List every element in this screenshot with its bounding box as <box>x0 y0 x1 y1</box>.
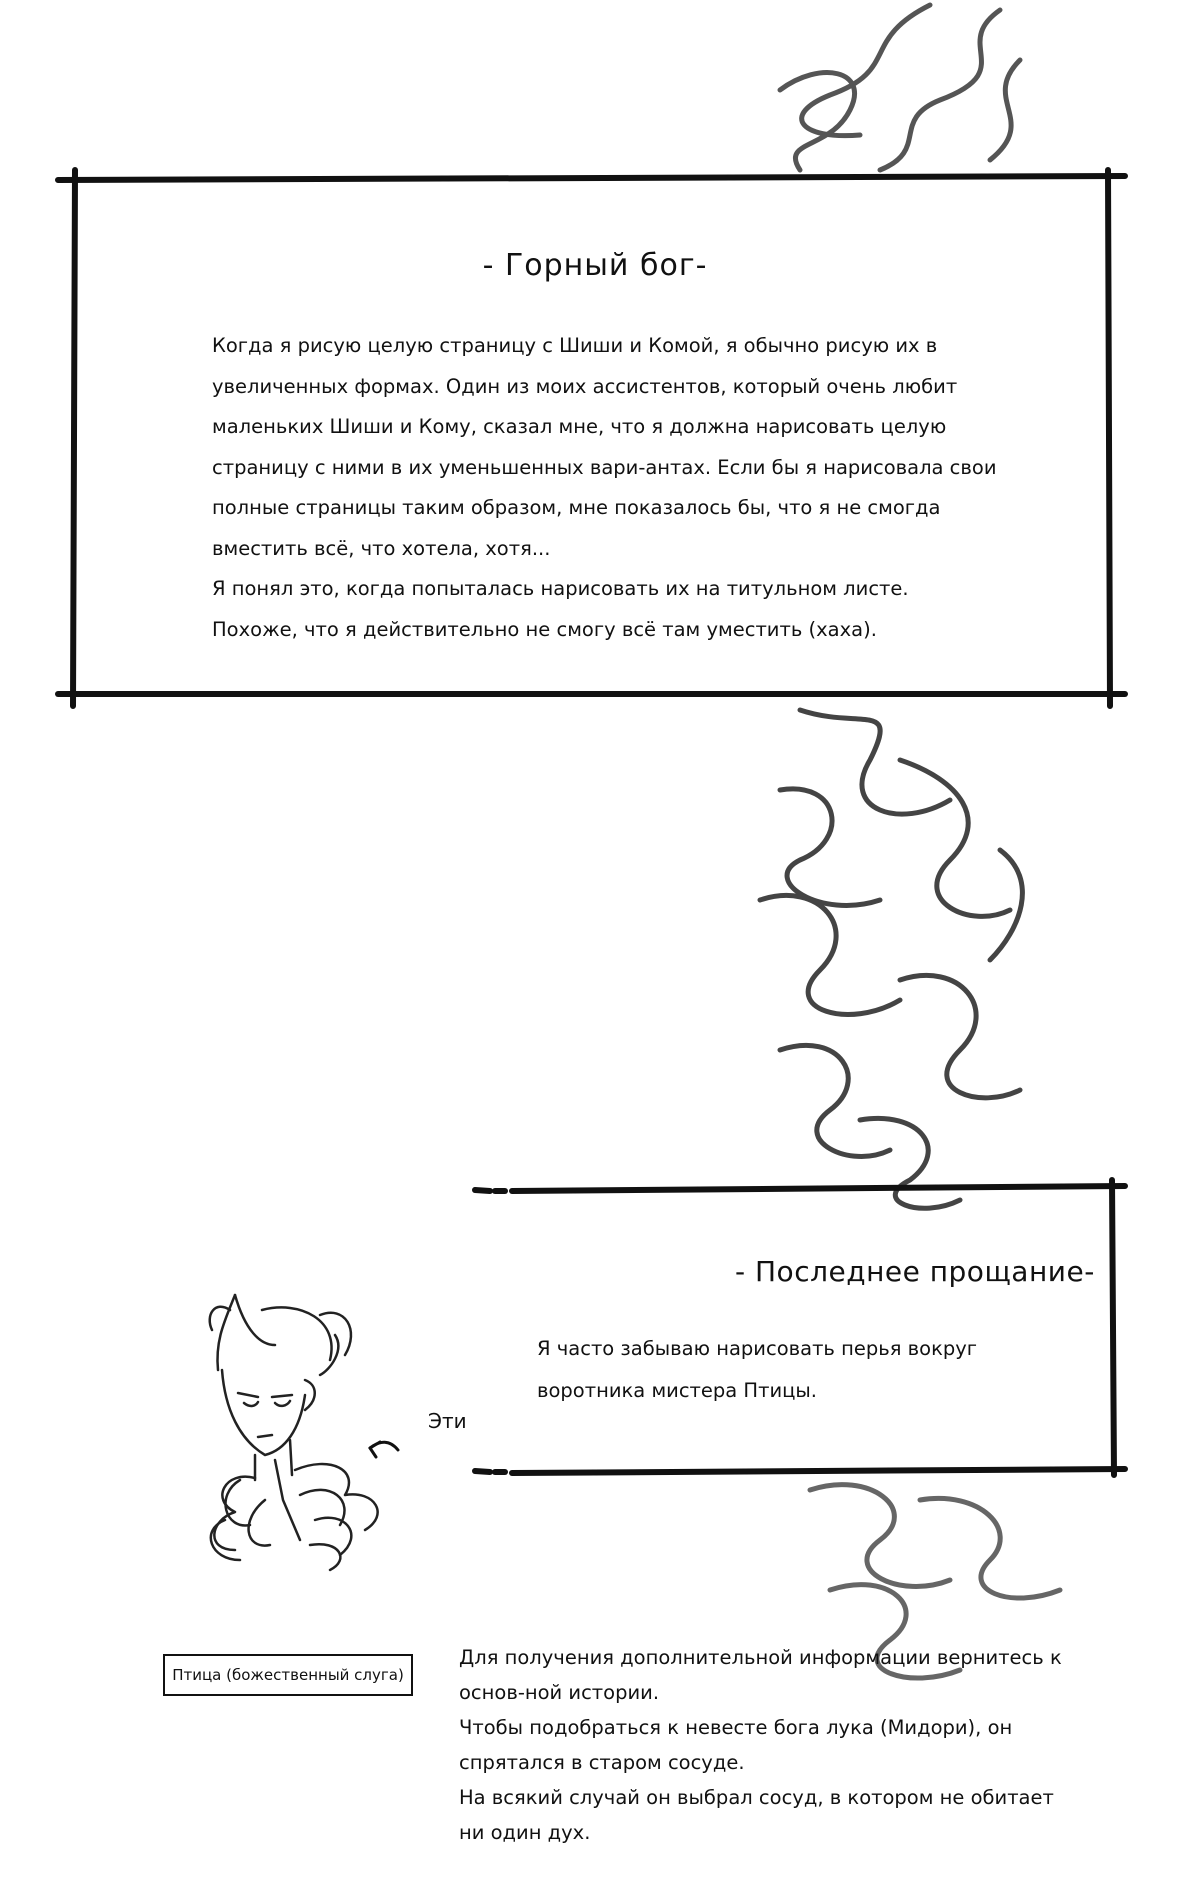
section-title-mountain-god: - Горный бог- <box>482 248 708 283</box>
bird-character-icon <box>210 1295 378 1570</box>
section-body-last-farewell: Я часто забываю нарисовать перья вокруг воротника мистера Птицы. <box>537 1337 978 1402</box>
section-title-last-farewell: - Последнее прощание- <box>735 1255 1095 1288</box>
bottom-note: Для получения дополнительной информации вернитесь к основ-ной истории. Чтобы подобраться к невесте бога лука (Мидори), он спрятался в старом сосуде. На всякий случай он выбрал сосуд, в котором не обитает ни один дух. <box>459 1646 1062 1844</box>
section-body-mountain-god: Когда я рисую целую страницу с Шиши и Комой, я обычно рисую их в увеличенных формах. Один из моих ассистентов, который очень любит маленьких Шиши и Кому, сказал мне, что я должна нарисовать целую страницу с ними в их уменьшенных вари-антах. Если бы я нарисовала свои полные страницы таким образом, мне показалось бы, что я не смогда вместить всё, что хотела, хотя... Я понял это, когда попыталась нарисовать их на титульном листе. Похоже, что я действительно не смогу всё там уместить (хаха). <box>212 334 997 641</box>
character-caption: Птица (божественный слуга) <box>163 1654 413 1696</box>
pointer-label: Эти <box>428 1409 467 1433</box>
smoke-swirl-icon <box>760 710 1022 1208</box>
arrow-left-icon <box>370 1442 398 1457</box>
smoke-swirl-icon <box>780 5 1020 170</box>
